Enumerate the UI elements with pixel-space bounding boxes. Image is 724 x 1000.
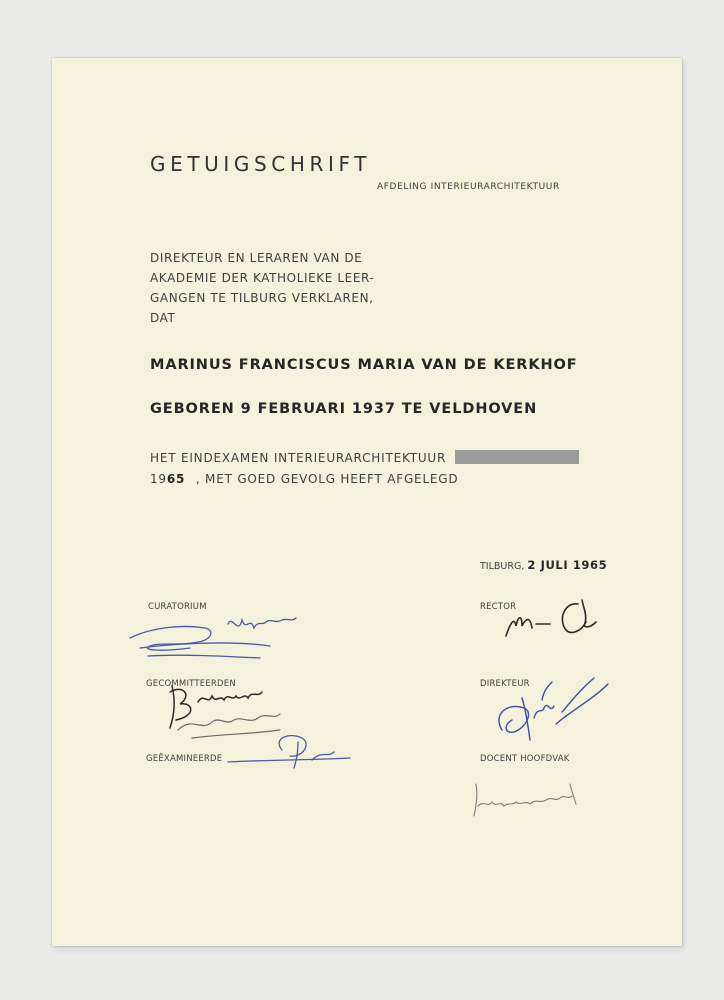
- redacted-block: [455, 450, 579, 464]
- label-docent-hoofdvak: DOCENT HOOFDVAK: [480, 754, 570, 764]
- year-suffix: 65: [166, 472, 186, 486]
- signature-gecommitteerden: [162, 672, 352, 772]
- signature-rector: [492, 586, 602, 648]
- intro-line: DAT: [150, 311, 176, 325]
- intro-text: [150, 248, 374, 328]
- place-date: [480, 558, 607, 572]
- exam-completion-text: , MET GOED GEVOLG HEEFT AFGELEGD: [195, 472, 459, 486]
- certificate-sheet: [52, 58, 682, 946]
- intro-line: AKADEMIE DER KATHOLIEKE LEER-: [150, 271, 375, 285]
- document-title: GETUIGSCHRIFT: [150, 152, 372, 176]
- year-prefix: 19: [150, 472, 167, 486]
- label-curatorium: CURATORIUM: [148, 602, 207, 612]
- intro-line: DIREKTEUR EN LERAREN VAN DE: [150, 251, 363, 265]
- signature-docent-hoofdvak: [470, 776, 590, 822]
- signature-direkteur: [482, 670, 622, 754]
- place: TILBURG,: [480, 561, 525, 572]
- signature-curatorium: [120, 606, 320, 672]
- label-geexamineerde: GEËXAMINEERDE: [146, 754, 223, 764]
- exam-line-2: [150, 472, 458, 486]
- date: 2 JULI 1965: [527, 558, 608, 572]
- birth-details: GEBOREN 9 FEBRUARI 1937 TE VELDHOVEN: [150, 401, 538, 417]
- label-rector: RECTOR: [480, 602, 517, 612]
- label-gecommitteerden: GECOMMITTEERDEN: [146, 679, 236, 689]
- department-subtitle: AFDELING INTERIEURARCHITEKTUUR: [377, 182, 560, 192]
- exam-text: HET EINDEXAMEN INTERIEURARCHITEKTUUR: [150, 451, 447, 465]
- intro-line: GANGEN TE TILBURG VERKLAREN,: [150, 291, 374, 305]
- exam-line-1: [150, 450, 579, 465]
- graduate-name: MARINUS FRANCISCUS MARIA VAN DE KERKHOF: [150, 357, 578, 373]
- label-direkteur: DIREKTEUR: [480, 679, 530, 689]
